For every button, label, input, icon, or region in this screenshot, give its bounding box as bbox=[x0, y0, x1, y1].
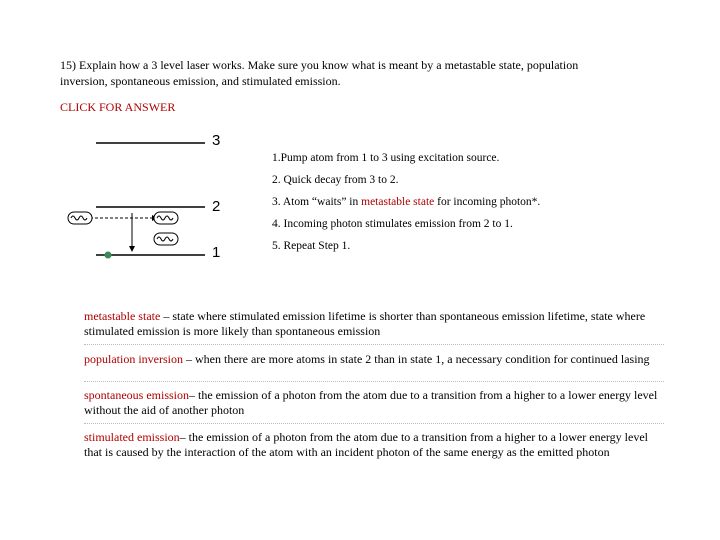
divider bbox=[84, 344, 664, 345]
step-5: 5. Repeat Step 1. bbox=[272, 240, 351, 252]
atom-dot bbox=[105, 252, 112, 259]
definition-spontaneous-emission: spontaneous emission– the emission of a photon from the atom due to a transition from a higher to a lower energy level without the aid of another photon bbox=[84, 388, 658, 417]
divider bbox=[84, 423, 664, 424]
level-2-label: 2 bbox=[212, 198, 221, 215]
step-1: 1.Pump atom from 1 to 3 using excitation source. bbox=[272, 152, 500, 164]
energy-level-diagram bbox=[60, 125, 260, 265]
level-1-label: 1 bbox=[212, 244, 221, 261]
divider bbox=[84, 381, 664, 382]
click-for-answer-link[interactable]: CLICK FOR ANSWER bbox=[60, 100, 176, 114]
definition-term: stimulated emission bbox=[84, 430, 180, 444]
stimulated-photon-icon-2 bbox=[154, 233, 178, 245]
metastable-state-highlight: metastable state bbox=[361, 196, 435, 208]
definition-term: population inversion bbox=[84, 352, 183, 366]
definition-population-inversion: population inversion – when there are more atoms in state 2 than in state 1, a necessary condition for continued lasing bbox=[84, 352, 650, 366]
definition-term: metastable state bbox=[84, 309, 161, 323]
stimulated-photon-icon-1 bbox=[154, 212, 178, 224]
definition-metastable-state: metastable state – state where stimulated emission lifetime is shorter than spontaneous emission lifetime, state where stimulated emission is more likely than spontaneous emission bbox=[84, 309, 646, 338]
question-text: 15) Explain how a 3 level laser works. Make sure you know what is meant by a metastable state, population inversion, spontaneous emission, and stimulated emission. bbox=[60, 58, 579, 88]
steps-list bbox=[272, 150, 572, 260]
incoming-photon-icon bbox=[68, 212, 92, 224]
level-3-label: 3 bbox=[212, 132, 221, 149]
step-3: 3. Atom “waits” in metastable state for incoming photon*. bbox=[272, 196, 541, 208]
definition-term: spontaneous emission bbox=[84, 388, 189, 402]
definition-stimulated-emission: stimulated emission– the emission of a photon from the atom due to a transition from a higher to a lower energy level that is caused by the interaction of the atom with an incident photon of the same energy as the emitted photon bbox=[84, 430, 648, 459]
step-2: 2. Quick decay from 3 to 2. bbox=[272, 174, 399, 186]
step-4: 4. Incoming photon stimulates emission from 2 to 1. bbox=[272, 218, 513, 230]
